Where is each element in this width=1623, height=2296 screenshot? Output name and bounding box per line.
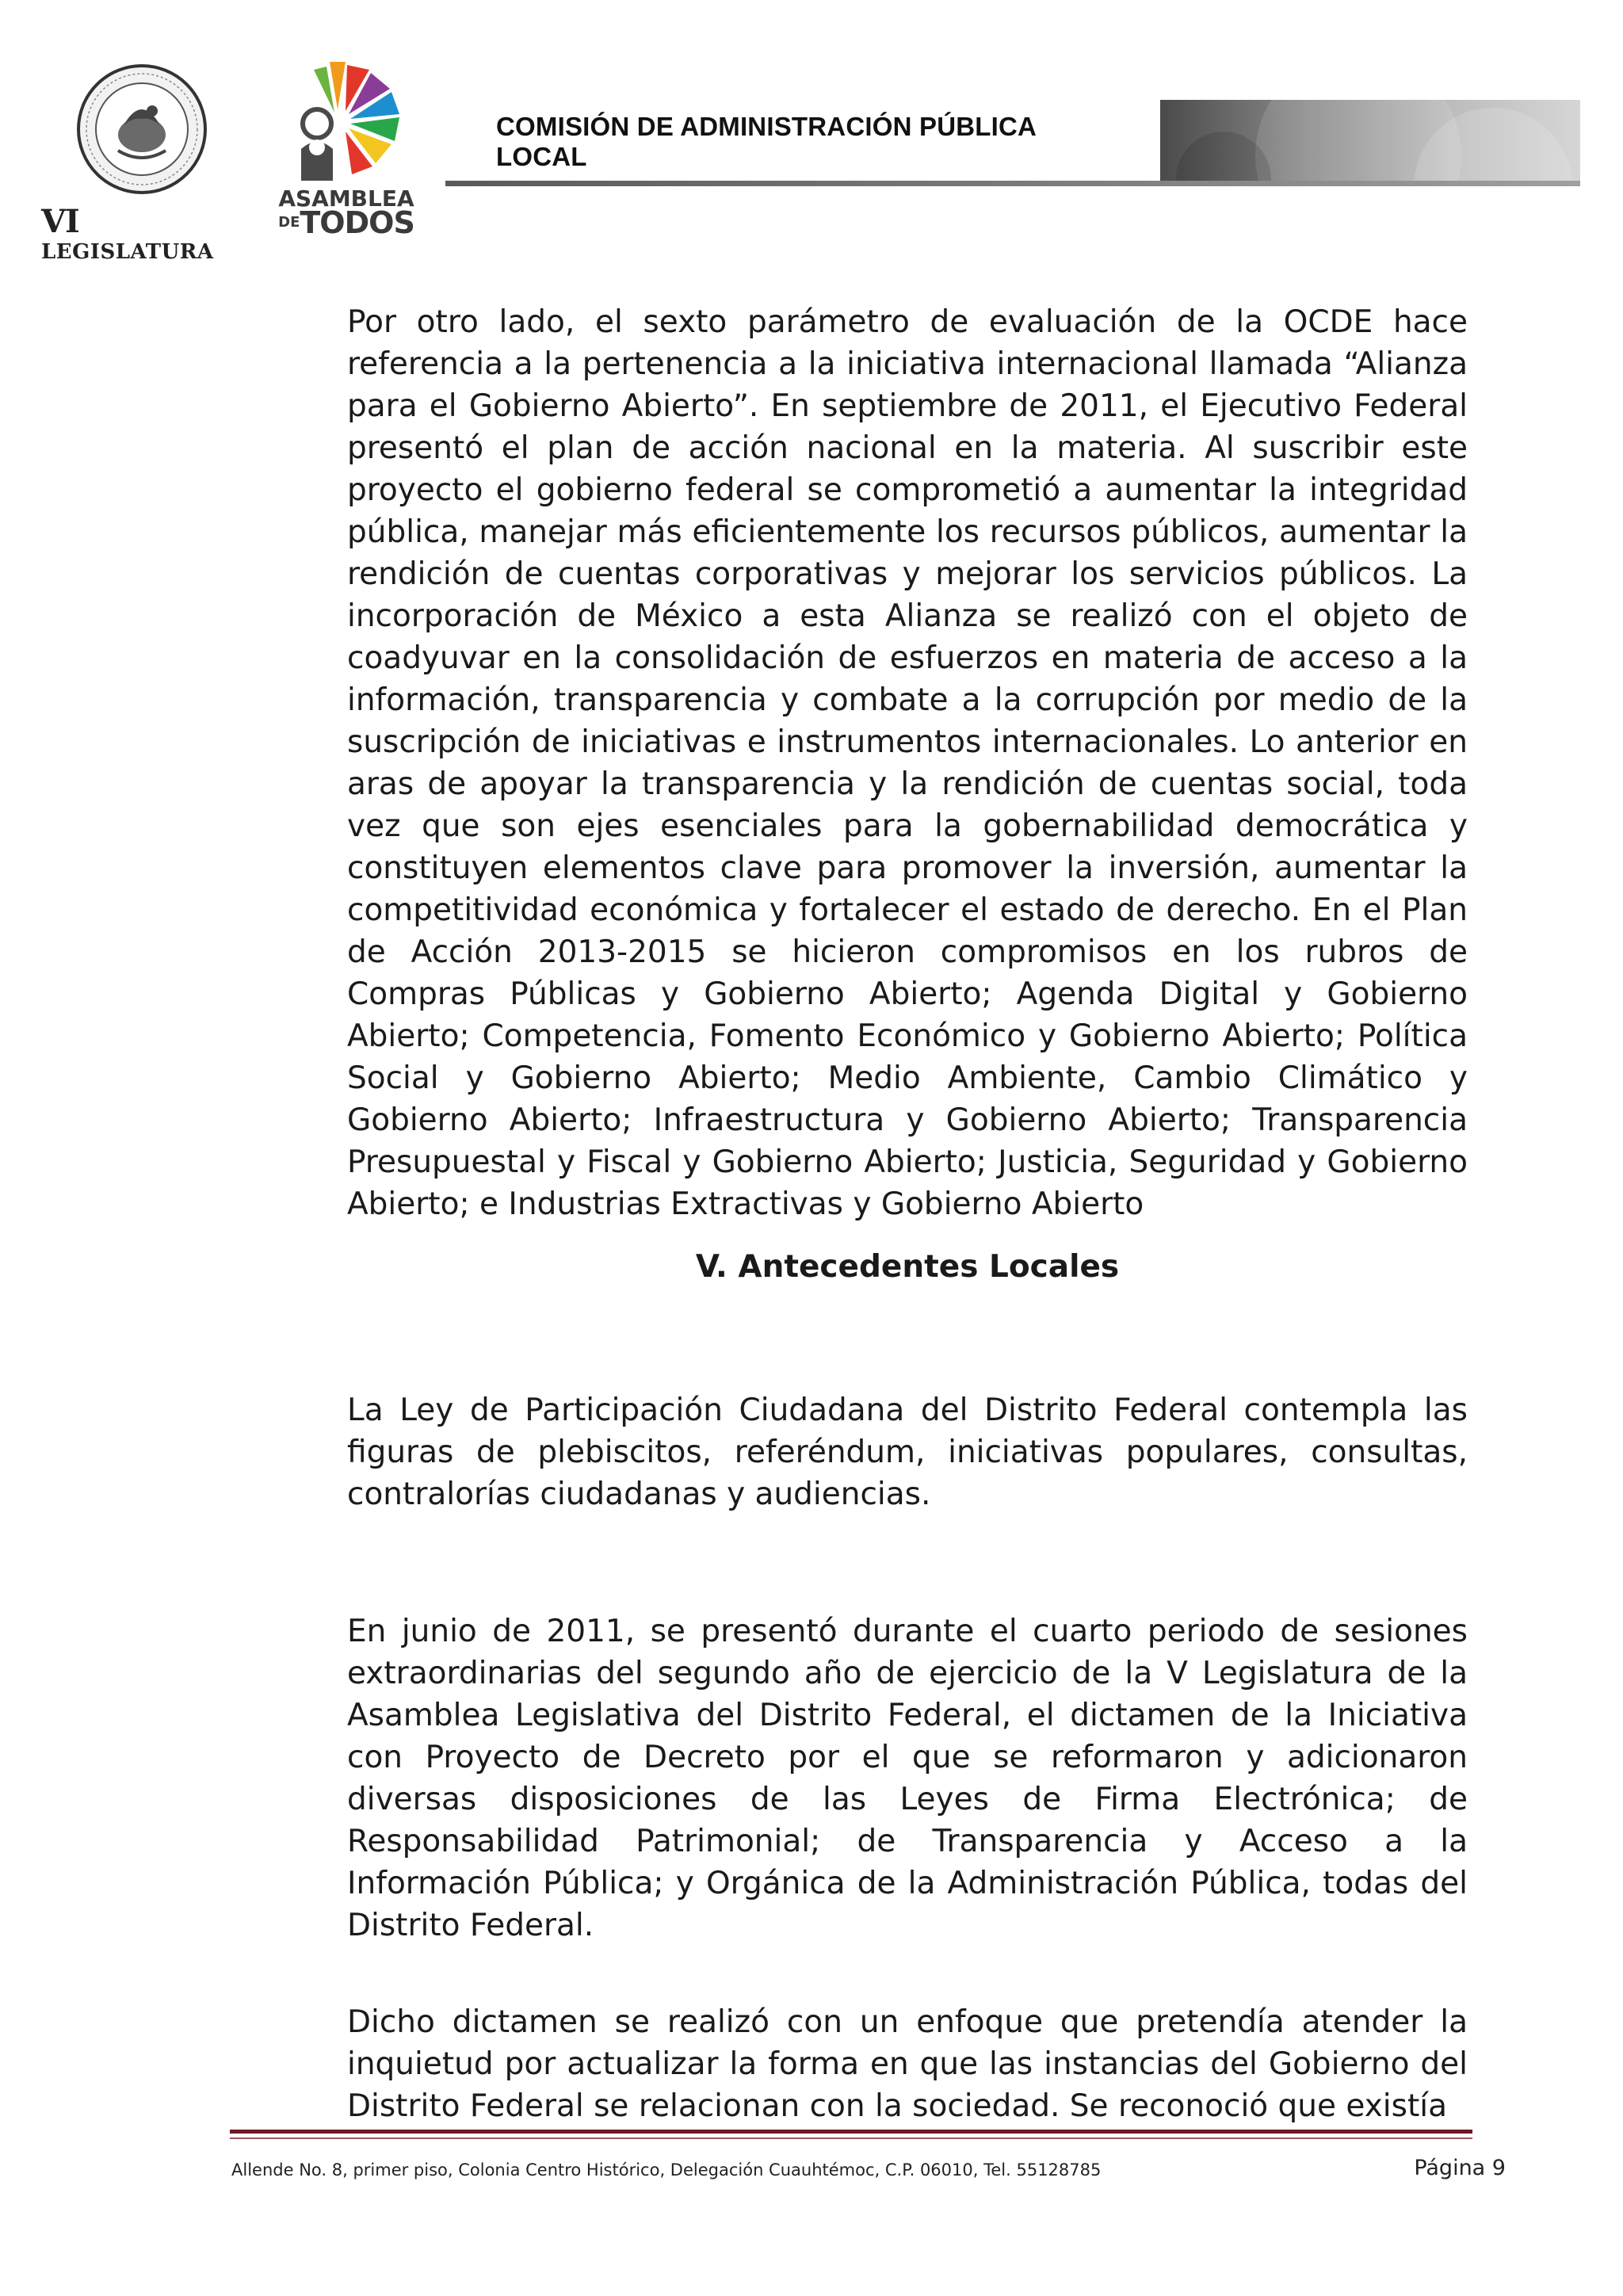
footer-rule-thin <box>230 2137 1472 2139</box>
assembly-logo <box>41 62 231 264</box>
paragraph-june-2011-decree: En junio de 2011, se presentó durante el cuarto periodo de sesiones extraordinarias del segundo año de ejercicio de la V Legislatura de la Asamblea Legislativa del Distrito Federal, el dictamen de la Iniciativa con Proyecto de Decreto por el que se reformaron y adicionaron diversas disposiciones de las Leyes de Firma Electrónica; de Responsabilidad Patrimonial; de Transparencia y Acceso a la Información Pública; y Orgánica de la Administración Pública, todas del Distrito Federal. <box>347 1614 1468 1943</box>
asamblea-de-todos-logo <box>258 62 433 240</box>
legislature-label: VI LEGISLATURA <box>41 203 214 264</box>
paragraph-dictamen-approach: Dicho dictamen se realizó con un enfoque que pretendía atender la inquietud por actualizar la forma en que las instancias del Gobierno del Distrito Federal se relacionan con la sociedad. Se reconoció que existía <box>347 2004 1468 2124</box>
footer-rule <box>230 2130 1472 2134</box>
paragraph-citizen-participation-law: La Ley de Participación Ciudadana del Distrito Federal contempla las figuras de plebiscitos, referéndum, iniciativas populares, consultas, contralorías ciudadanas y audiencias. <box>347 1392 1468 1512</box>
assembly-seal-icon <box>74 62 209 197</box>
section-heading: V. Antecedentes Locales <box>695 1249 1120 1285</box>
asamblea-de-todos-icon <box>290 62 401 181</box>
paragraph-ocde-open-government: Por otro lado, el sexto parámetro de evaluación de la OCDE hace referencia a la pertenencia a la iniciativa internacional llamada “Alianza para el Gobierno Abierto”. En septiembre de 2011, el Ejecutivo Federal presentó el plan de acción nacional en la materia. Al suscribir este proyecto el gobierno federal se comprometió a aumentar la integridad pública, manejar más eficientemente los recursos públicos, aumentar la rendición de cuentas corporativas y mejorar los servicios públicos. La incorporación de México a esta Alianza se realizó con el objeto de coadyuvar en la consolidación de esfuerzos en materia de acceso a la información, transparencia y combate a la corrupción por medio de la suscripción de iniciativas e instrumentos internacionales. Lo anterior en aras de apoyar la transparencia y la rendición de cuentas social, toda vez que son ejes esenciales para la gobernabilidad democrática y constituyen elementos clave para promover la inversión, aumentar la competitividad económica y fortalecer el estado de derecho. En el Plan de Acción 2013-2015 se hicieron compromisos en los rubros de Compras Públicas y Gobierno Abierto; Agenda Digital y Gobierno Abierto; Competencia, Fomento Económico y Gobierno Abierto; Política Social y Gobierno Abierto; Medio Ambiente, Cambio Climático y Gobierno Abierto; Infraestructura y Gobierno Abierto; Transparencia Presupuestal y Fiscal y Gobierno Abierto; Justicia, Seguridad y Gobierno Abierto; e Industrias Extractivas y Gobierno Abierto <box>347 304 1468 1222</box>
asamblea-de-todos-wordmark: ASAMBLEA $^{DE}$TODOS <box>278 185 414 240</box>
header-rule <box>445 181 1580 186</box>
footer-address: Allende No. 8, primer piso, Colonia Centro Histórico, Delegación Cuauhtémoc, C.P. 06010, Tel. 55128785 <box>231 2160 1102 2179</box>
committee-title: COMISIÓN DE ADMINISTRACIÓN PÚBLICA LOCAL <box>496 112 1036 171</box>
header-decorative-band <box>1160 100 1580 185</box>
page-number: Página 9 <box>1414 2156 1506 2180</box>
